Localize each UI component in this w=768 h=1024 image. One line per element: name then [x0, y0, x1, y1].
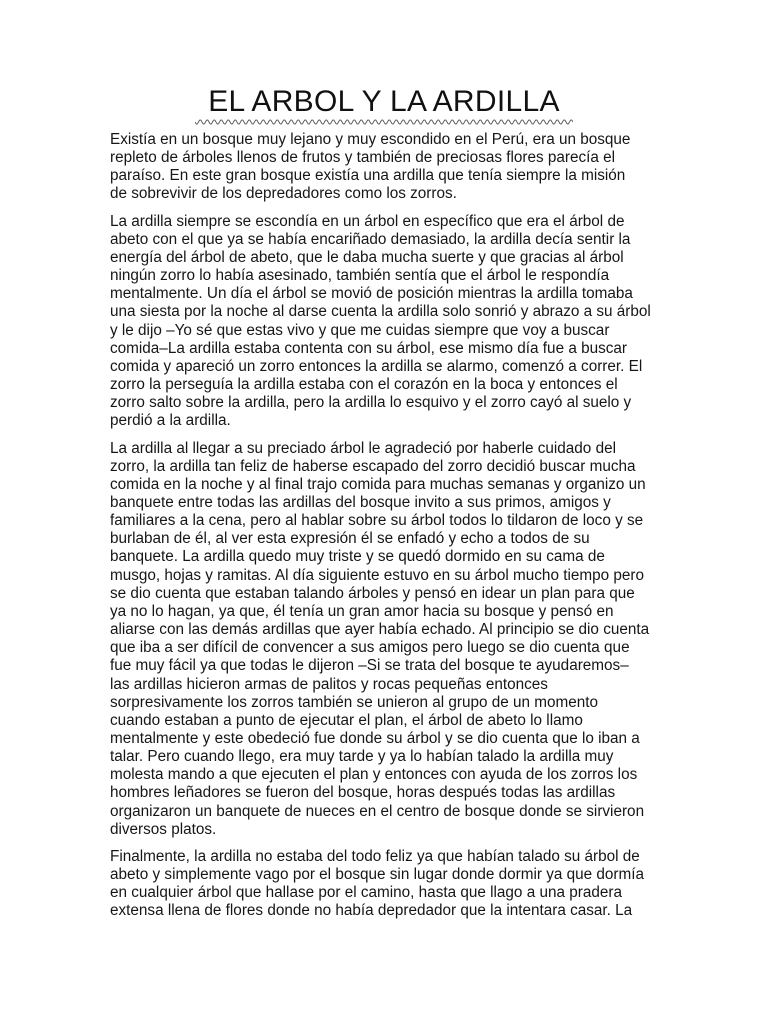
- text-line: diversos platos.: [110, 820, 217, 838]
- text-line: banquete. La ardilla quedo muy triste y se quedó dormido en su cama de: [110, 548, 605, 566]
- text-line: en cualquier árbol que hallase por el camino, hasta que llago a una pradera: [110, 884, 622, 902]
- text-line: abeto con el que ya se había encariñado demasiado, la ardilla decía sentir la: [110, 230, 631, 248]
- text-line: Finalmente, la ardilla no estaba del todo feliz ya que habían talado su árbol de: [110, 847, 640, 865]
- text-line: hombres leñadores se fueron del bosque, horas después todas las ardillas: [110, 784, 616, 802]
- paragraph: [110, 213, 662, 431]
- title-block: [0, 84, 768, 126]
- text-line: perdió a la ardilla.: [110, 412, 231, 430]
- text-line: Existía en un bosque muy lejano y muy escondido en el Perú, era un bosque: [110, 131, 631, 148]
- text-line: organizaron un banquete de nueces en el centro de bosque donde se sirvieron: [110, 802, 645, 820]
- paragraph: [110, 440, 662, 839]
- text-line: las ardillas hicieron armas de palitos y rocas pequeñas entonces: [110, 675, 548, 693]
- text-line: zorro la perseguía la ardilla estaba con el corazón en la boca y entonces el: [110, 376, 618, 394]
- text-line: aliarse con las demás ardillas que ayer había echado. Al principio se dio cuenta: [110, 621, 650, 639]
- text-line: energía del árbol de abeto, que le daba mucha suerte y que gracias al árbol: [110, 248, 624, 266]
- text-line: comida en la noche y al final trajo comida para muchas semanas y organizo un: [110, 475, 646, 493]
- text-line: La ardilla siempre se escondía en un árbol en específico que era el árbol de: [110, 212, 625, 230]
- text-line: fue muy fácil ya que todas le dijeron –Si se trata del bosque te ayudaremos–: [110, 657, 629, 675]
- text-line: mentalmente. Un día el árbol se movió de posición mientras la ardilla tomaba: [110, 285, 633, 303]
- text-line: musgo, hojas y ramitas. Al día siguiente estuvo en su árbol mucho tiempo pero: [110, 566, 644, 584]
- text-line: que iba a ser difícil de convencer a sus amigos pero luego se dio cuenta que: [110, 639, 630, 657]
- text-line: de sobrevivir de los depredadores como los zorros.: [110, 185, 457, 203]
- text-line: zorro salto sobre la ardilla, pero la ardilla lo esquivo y el zorro cayó al suelo y: [110, 394, 632, 412]
- text-line: ningún zorro lo había asesinado, también sentía que el árbol le respondía: [110, 267, 610, 285]
- text-line: repleto de árboles llenos de frutos y también de preciosas flores parecía el: [110, 149, 616, 167]
- text-line: burlaban de él, al ver esta expresión él se enfadó y echo a todos de su: [110, 530, 590, 548]
- paragraph: [110, 131, 662, 204]
- text-line: banquete entre todas las ardillas del bosque invito a sus primos, amigos y: [110, 493, 611, 511]
- text-line: paraíso. En este gran bosque existía una ardilla que tenía siempre la misión: [110, 167, 626, 185]
- text-line: extensa llena de flores donde no había depredador que la intentara casar. La: [110, 902, 633, 920]
- text-line: comida y apareció un zorro entonces la ardilla se alarmo, comenzó a correr. El: [110, 357, 643, 375]
- text-line: talar. Pero cuando llego, era muy tarde y ya lo habían talado la ardilla muy: [110, 748, 614, 766]
- text-line: ya no lo hagan, ya que, él tenía un gran amor hacia su bosque y pensó en: [110, 602, 614, 620]
- text-line: zorro, la ardilla tan feliz de haberse escapado del zorro decidió buscar mucha: [110, 457, 636, 475]
- text-line: La ardilla al llegar a su preciado árbol le agradeció por haberle cuidado del: [110, 439, 616, 457]
- text-line: abeto y simplemente vago por el bosque sin lugar donde dormir ya que dormía: [110, 866, 645, 884]
- document-title: EL ARBOL Y LA ARDILLA: [208, 85, 560, 118]
- text-line: mentalmente y este obedeció fue donde su árbol y se dio cuenta que lo iban a: [110, 730, 640, 747]
- document-body: [110, 131, 662, 930]
- text-line: se dio cuenta que estaban talando árboles y pensó en idear un plan para que: [110, 584, 635, 602]
- text-line: y le dijo –Yo sé que estas vivo y que me cuidas siempre que voy a buscar: [110, 321, 610, 339]
- text-line: sorpresivamente los zorros también se unieron al grupo de un momento: [110, 693, 599, 711]
- text-line: molesta mando a que ejecuten el plan y entonces con ayuda de los zorros los: [110, 766, 638, 784]
- text-line: familiares a la cena, pero al hablar sobre su árbol todos lo tildaron de loco y se: [110, 512, 644, 530]
- text-line: una siesta por la noche al darse cuenta la ardilla solo sonrió y abrazo a su árbol: [110, 303, 651, 321]
- text-line: comida–La ardilla estaba contenta con su árbol, ese mismo día fue a buscar: [110, 339, 627, 357]
- text-line: cuando estaban a punto de ejecutar el plan, el árbol de abeto lo llamo: [110, 711, 583, 729]
- paragraph: [110, 848, 662, 921]
